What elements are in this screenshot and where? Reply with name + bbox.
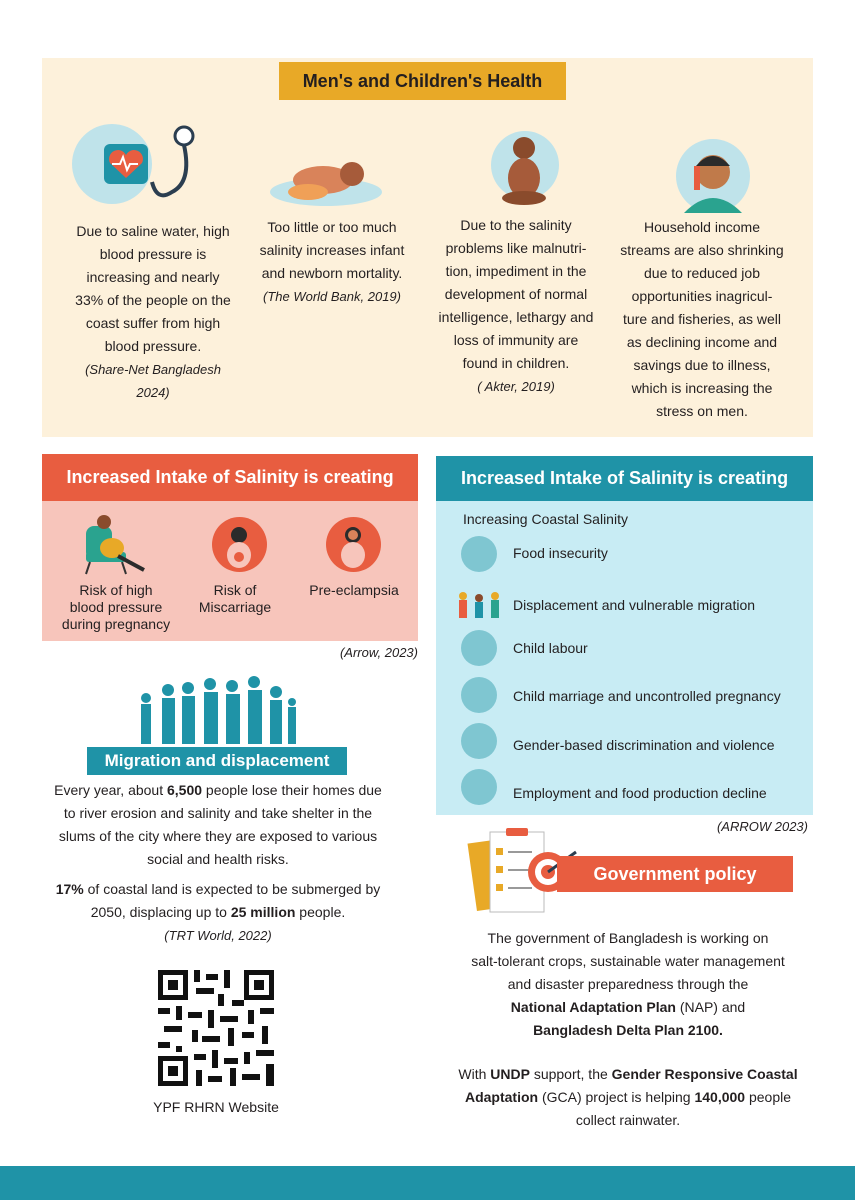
impact-food-insecurity: Food insecurity — [513, 545, 608, 561]
migrating-people-icon — [136, 674, 298, 752]
health-col-men-income: Household income streams are also shrinking due to reduced job opportunities inagricul- ture and fisheries, as well as declining income and savings due to illness, which is increasing the stress on men. — [620, 219, 784, 419]
health-col-blood-pressure: Due to saline water, high blood pressure is increasing and nearly 33% of the people on the coast suffer from high blood pressure. (Share-Net Bangladesh 2024) — [62, 220, 244, 404]
impact-displacement: Displacement and vulnerable migration — [513, 597, 756, 613]
gender-violence-icon — [461, 723, 497, 759]
blood-pressure-icon — [72, 122, 200, 212]
impact-child-marriage: Child marriage and uncontrolled pregnancy — [513, 688, 781, 704]
qr-code[interactable] — [158, 970, 274, 1086]
qr-caption: YPF RHRN Website — [153, 1099, 279, 1115]
government-policy-title: Government policy — [557, 856, 793, 892]
infant-icon — [268, 152, 384, 210]
footer-bar — [0, 1166, 855, 1200]
malnourished-child-icon — [488, 130, 562, 210]
government-paragraph-1: The government of Bangladesh is working on salt-tolerant crops, sustainable water management and disaster preparedness through the National Adaptation Plan (NAP) and Bangladesh Delta Plan 2100. — [471, 930, 785, 1038]
stressed-man-icon — [674, 138, 752, 214]
impact-employment-decline: Employment and food production decline — [513, 785, 767, 801]
citation: (The World Bank, 2019) — [262, 289, 401, 304]
citation: ( Akter, 2019) — [477, 379, 555, 394]
government-paragraph-2: With UNDP support, the Gender Responsive Coastal Adaptation (GCA) project is helping 140,000 people collect rainwater. — [458, 1066, 798, 1128]
child-labour-icon — [461, 630, 497, 666]
migration-citation: (TRT World, 2022) — [164, 928, 272, 943]
migration-title: Migration and displacement — [87, 747, 347, 775]
displacement-icon — [455, 590, 503, 622]
risk-pre-eclampsia: Pre-eclampsia — [309, 582, 399, 598]
food-insecurity-icon — [461, 536, 497, 572]
right-box-citation: (ARROW 2023) — [716, 819, 808, 834]
migration-paragraph-1: Every year, about 6,500 people lose their homes due to river erosion and salinity and take shelter in the slums of the city where they are exposed to various social and health risks. — [54, 782, 382, 867]
food-production-icon — [461, 769, 497, 805]
right-box-subtitle: Increasing Coastal Salinity — [463, 511, 628, 527]
citation: 2024) — [136, 385, 170, 400]
impact-child-labour: Child labour — [513, 640, 588, 656]
risk-miscarriage: Risk of Miscarriage — [198, 582, 272, 615]
pre-eclampsia-icon — [326, 517, 381, 572]
impact-gender-violence: Gender-based discrimination and violence — [513, 737, 775, 753]
health-col-infant-mortality: Too little or too much salinity increases infant and newborn mortality. (The World Bank, 2019) — [244, 216, 420, 308]
health-col-children: Due to the salinity problems like malnutri- tion, impediment in the development of normal intelligence, lethargy and loss of immunity are found in children. ( Akter, 2019) — [426, 214, 606, 398]
risk-high-blood-pressure: Risk of high blood pressure during pregnancy — [61, 582, 171, 632]
migration-paragraph-2: 17% of coastal land is expected to be submerged by 2050, displacing up to 25 million people. (TRT World, 2022) — [38, 878, 398, 947]
left-box-citation: (Arrow, 2023) — [339, 645, 418, 660]
miscarriage-icon — [212, 517, 267, 572]
health-section-title: Men's and Children's Health — [279, 62, 566, 100]
pregnant-woman-chair-icon — [78, 512, 150, 576]
right-salinity-header: Increased Intake of Salinity is creating — [436, 456, 813, 501]
child-marriage-icon — [461, 677, 497, 713]
citation: (Share-Net Bangladesh — [85, 362, 221, 377]
left-salinity-header: Increased Intake of Salinity is creating — [42, 454, 418, 501]
